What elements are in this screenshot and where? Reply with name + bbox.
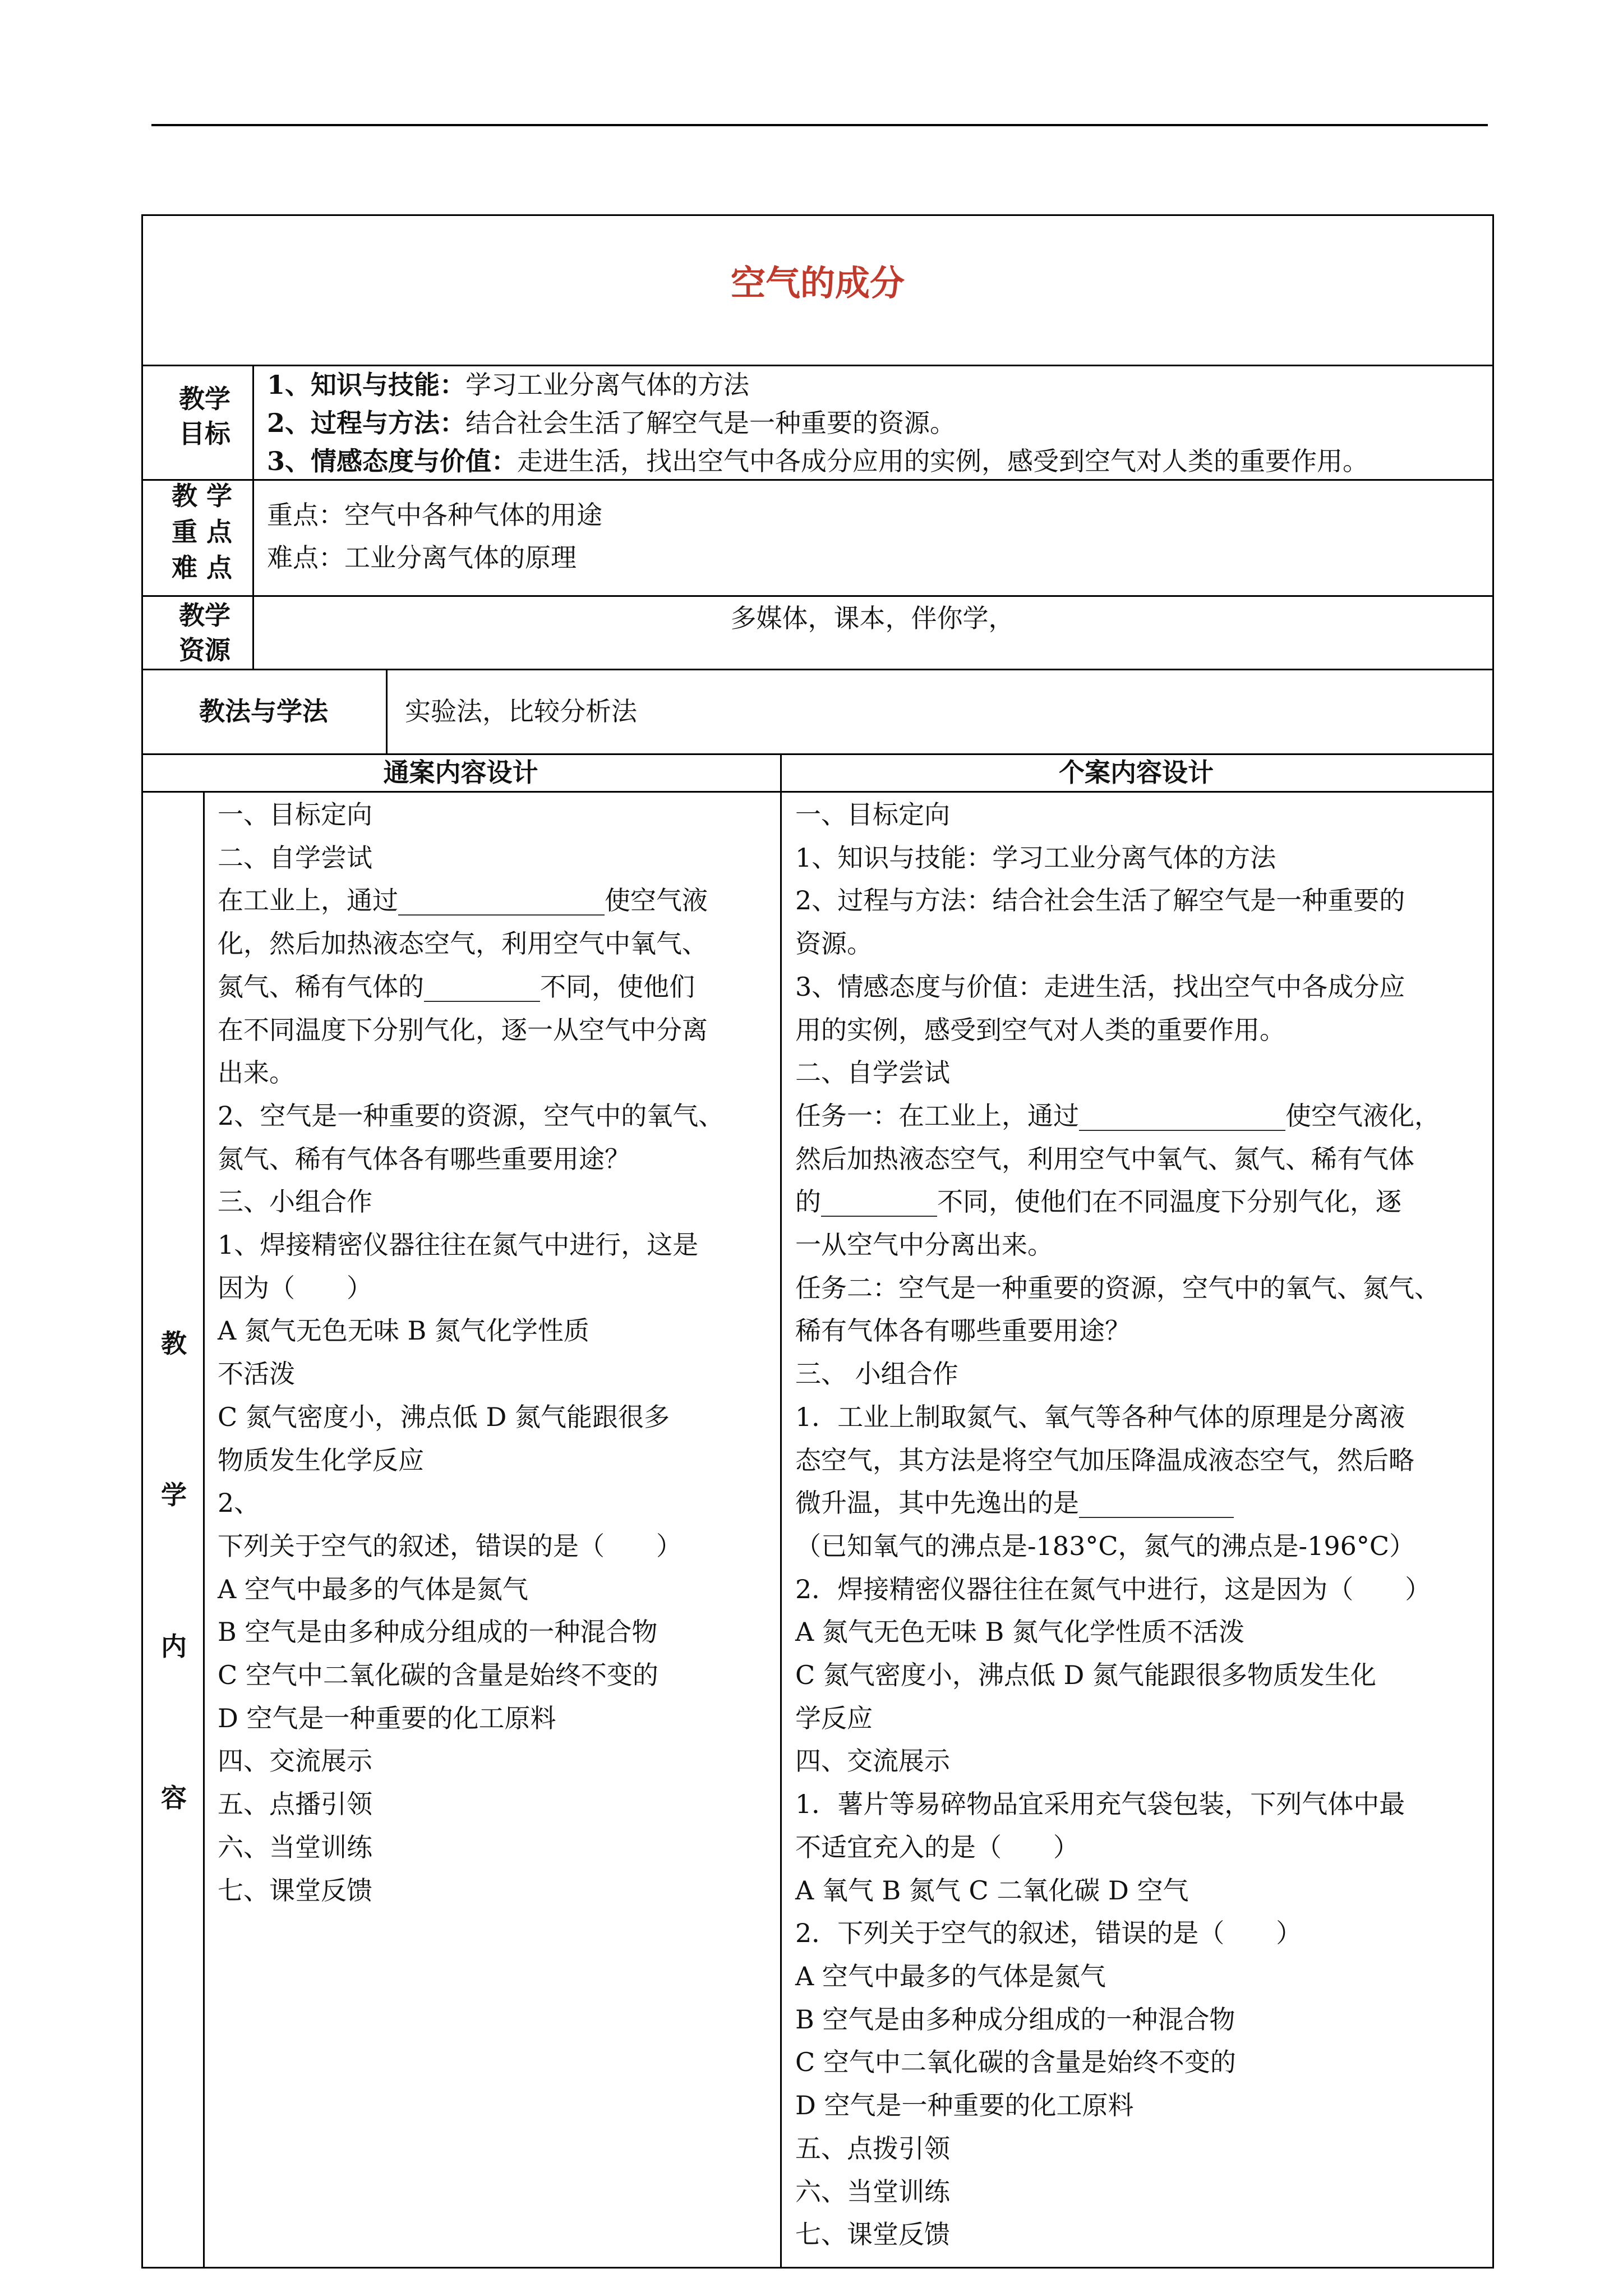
content-line: 2、 [218, 1488, 260, 1519]
content-line: 氮气、稀有气体的_________不同，使他们 [218, 971, 695, 1002]
content-line: 任务一：在工业上，通过________________使空气液化， [795, 1100, 1440, 1131]
content-line: A 氧气 B 氮气 C 二氧化碳 D 空气 [795, 1875, 1189, 1906]
content-line: 2．焊接精密仪器往往在氮气中进行，这是因为（ ） [795, 1573, 1431, 1604]
resources-text: 多媒体，课本，伴你学， [730, 603, 1015, 633]
key-points-label: 教 学 重 点 难 点 [171, 481, 232, 583]
individual-design-header: 个案内容设计 [1059, 757, 1214, 788]
content-line: 三、小组合作 [218, 1186, 372, 1217]
content-line: 六、当堂训练 [795, 2176, 950, 2207]
content-line: 然后加热液态空气，利用空气中氧气、氮气、稀有气体 [795, 1143, 1414, 1174]
objectives-list [267, 366, 1368, 480]
content-line: 2、空气是一种重要的资源，空气中的氧气、 [218, 1100, 725, 1131]
content-line: 1、焊接精密仪器往往在氮气中进行，这是 [218, 1230, 699, 1260]
key-points-list [267, 494, 602, 579]
content-line: 一从空气中分离出来。 [795, 1230, 1053, 1260]
content-line: 一、目标定向 [795, 799, 950, 830]
content-line: 3、情感态度与价值：走进生活，找出空气中各成分应 [795, 971, 1405, 1002]
content-line: （已知氧气的沸点是-183°C，氮气的沸点是-196°C） [795, 1530, 1415, 1561]
content-line: 的_________不同，使他们在不同温度下分别气化，逐 [795, 1186, 1401, 1217]
content-line: 五、点拨引领 [795, 2133, 950, 2164]
content-line: 稀有气体各有哪些重要用途？ [795, 1315, 1131, 1346]
content-line: 在不同温度下分别气化，逐一从空气中分离 [218, 1014, 708, 1045]
common-design-content [218, 793, 724, 1912]
content-line: 2、过程与方法：结合社会生活了解空气是一种重要的 [795, 885, 1405, 916]
content-line: 1．薯片等易碎物品宜采用充气袋包装，下列气体中最 [795, 1789, 1405, 1820]
content-line: 三、 小组合作 [795, 1359, 958, 1389]
content-line: B 空气是由多种成分组成的一种混合物 [218, 1617, 658, 1648]
objectives-label: 教学目标 [179, 384, 230, 449]
content-label: 教 学 内 容 [161, 1328, 187, 1813]
objective-item: 2、过程与方法：结合社会生活了解空气是一种重要的资源。 [267, 408, 956, 438]
content-line: C 氮气密度小，沸点低 D 氮气能跟很多物质发生化 [795, 1660, 1376, 1691]
content-line: 用的实例，感受到空气对人类的重要作用。 [795, 1014, 1285, 1045]
content-line: A 氮气无色无味 B 氮气化学性质 [218, 1315, 589, 1346]
content-line: 资源。 [795, 928, 873, 959]
content-line: D 空气是一种重要的化工原料 [218, 1703, 556, 1733]
difficult-point: 难点：工业分离气体的原理 [267, 542, 577, 573]
content-line: 四、交流展示 [795, 1746, 950, 1777]
content-line: 出来。 [218, 1057, 295, 1088]
content-line: D 空气是一种重要的化工原料 [795, 2090, 1134, 2121]
content-line: A 空气中最多的气体是氮气 [218, 1573, 528, 1604]
content-line: 四、交流展示 [218, 1746, 372, 1777]
content-line: 七、课堂反馈 [795, 2219, 950, 2250]
content-line: 六、当堂训练 [218, 1832, 372, 1862]
content-line: 二、自学尝试 [218, 842, 372, 873]
common-design-header: 通案内容设计 [383, 757, 538, 788]
content-line: 态空气，其方法是将空气加压降温成液态空气，然后略 [795, 1444, 1414, 1475]
key-point: 重点：空气中各种气体的用途 [267, 500, 602, 530]
content-line: 二、自学尝试 [795, 1057, 950, 1088]
content-line: 1、知识与技能：学习工业分离气体的方法 [795, 842, 1276, 873]
content-line: C 空气中二氧化碳的含量是始终不变的 [795, 2047, 1236, 2078]
content-line: B 空气是由多种成分组成的一种混合物 [795, 2004, 1235, 2035]
content-line: C 氮气密度小，沸点低 D 氮气能跟很多 [218, 1401, 670, 1432]
individual-design-content [795, 793, 1440, 2256]
content-line: 一、目标定向 [218, 799, 372, 830]
content-line: 下列关于空气的叙述，错误的是（ ） [218, 1530, 682, 1561]
resources-label: 教学资源 [179, 600, 230, 665]
objective-item: 1、知识与技能：学习工业分离气体的方法 [267, 370, 750, 400]
content-line: 氮气、稀有气体各有哪些重要用途？ [218, 1143, 630, 1174]
document-title: 空气的成分 [730, 263, 905, 303]
content-line: A 空气中最多的气体是氮气 [795, 1961, 1106, 1991]
content-line: A 氮气无色无味 B 氮气化学性质不活泼 [795, 1617, 1244, 1648]
content-line: 不适宜充入的是（ ） [795, 1832, 1079, 1862]
methods-text: 实验法，比较分析法 [405, 696, 637, 726]
content-line: 因为（ ） [218, 1272, 372, 1303]
header-rule [151, 124, 1488, 126]
content-line: 不活泼 [218, 1359, 295, 1389]
content-line: 任务二：空气是一种重要的资源，空气中的氧气、氮气、 [795, 1272, 1440, 1303]
content-line: 五、点播引领 [218, 1789, 372, 1820]
content-line: 化，然后加热液态空气，利用空气中氧气、 [218, 928, 708, 959]
content-line: 物质发生化学反应 [218, 1444, 424, 1475]
content-line: 学反应 [795, 1703, 873, 1733]
content-line: 1．工业上制取氮气、氧气等各种气体的原理是分离液 [795, 1401, 1405, 1432]
content-line: 2．下列关于空气的叙述，错误的是（ ） [795, 1918, 1302, 1949]
content-line: 在工业上，通过________________使空气液 [218, 885, 708, 916]
content-line: 微升温，其中先逸出的是____________ [795, 1488, 1234, 1519]
content-line: 七、课堂反馈 [218, 1875, 372, 1906]
methods-label: 教法与学法 [199, 696, 328, 726]
content-line: C 空气中二氧化碳的含量是始终不变的 [218, 1660, 658, 1691]
objective-item: 3、情感态度与价值：走进生活，找出空气中各成分应用的实例，感受到空气对人类的重要作用。 [267, 446, 1369, 476]
